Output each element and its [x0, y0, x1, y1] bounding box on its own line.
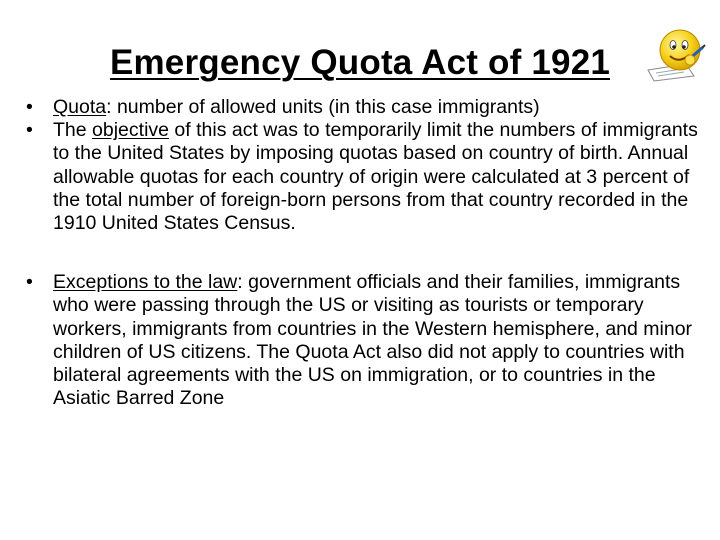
smiley-writing-icon: [646, 26, 708, 82]
slide-title-text: Emergency Quota Act of 1921: [109, 43, 611, 82]
term-quota: Quota: [53, 96, 107, 118]
bullet-dot: •: [26, 119, 33, 142]
bullet-text: : number of allowed units (in this case immigrants): [106, 96, 540, 118]
bullet-list: [26, 96, 706, 410]
bullet-dot: •: [26, 271, 33, 294]
term-objective: objective: [92, 119, 169, 142]
slide-title: [60, 42, 660, 84]
bullet-objective: [26, 119, 706, 235]
term-exceptions: Exceptions to the law: [53, 271, 238, 294]
bullet-text: : government officials and their families, immigrants who were passing through the US or visiting as tourists or temporary workers, immigrants from countries in the Western hemisphere, and minor children of US citizens. The Quota Act also did not apply to countries with bilateral agreements with the US on immigration, or to countries in the Asiatic Barred Zone: [53, 271, 693, 410]
bullet-text: of this act was to temporarily limit the numbers of immigrants to the United States by imposing quotas based on country of birth. Annual allowable quotas for each country of origin were calculated at 3 percent of the total number of foreign-born persons from that country recorded in the 1910 United States Census.: [53, 119, 698, 235]
bullet-prefix: The: [53, 119, 93, 142]
bullet-quota: [26, 96, 706, 119]
bullet-exceptions: [26, 271, 706, 410]
bullet-dot: •: [26, 96, 33, 118]
